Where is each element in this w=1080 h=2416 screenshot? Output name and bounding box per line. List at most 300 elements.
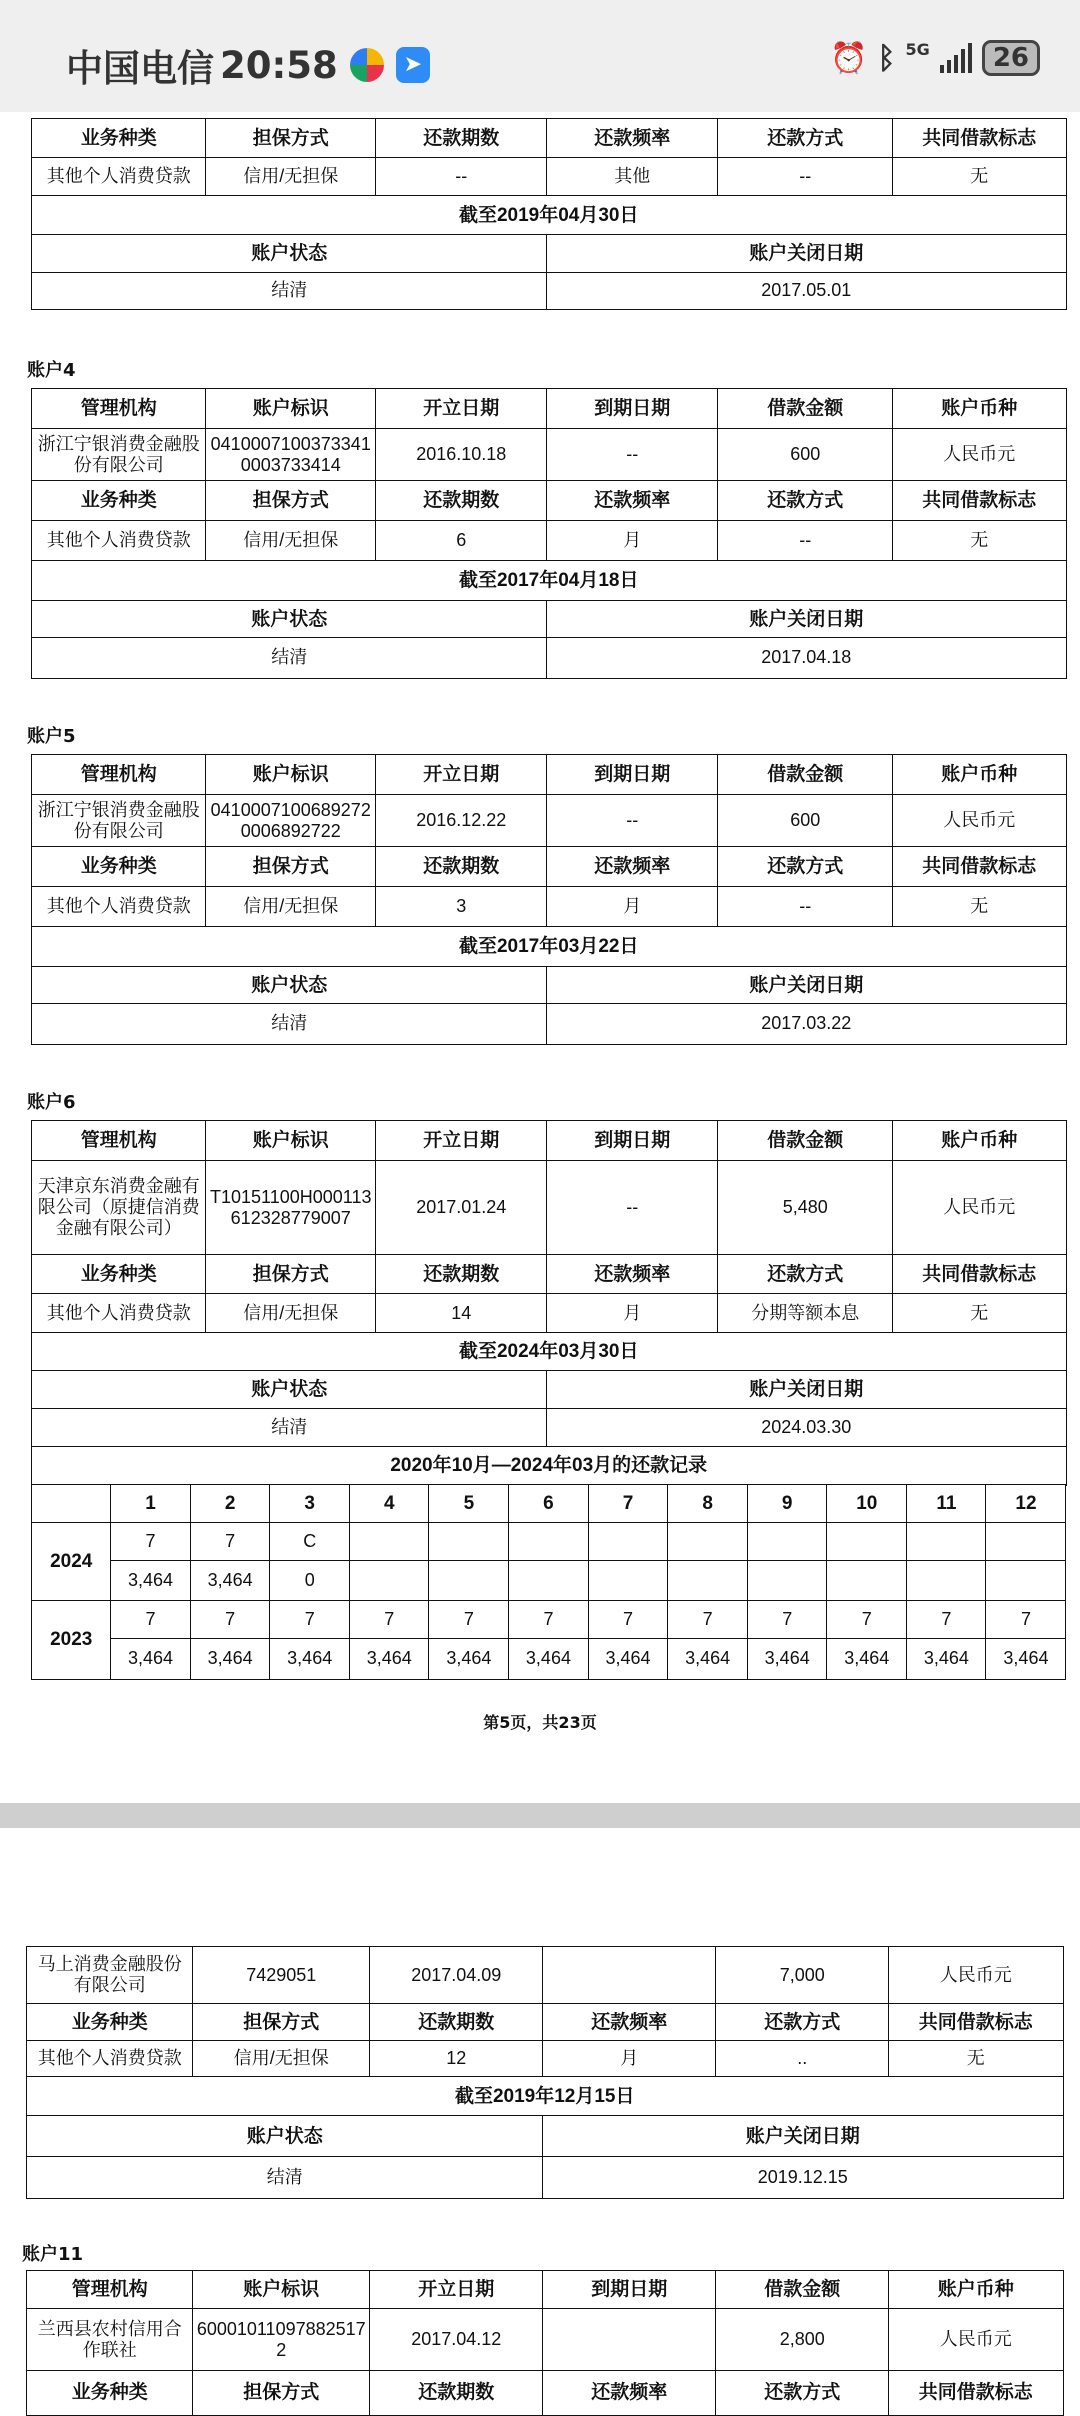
header-close-date-cell — [546, 1370, 1067, 1410]
close-date-value: 2017.05.01 — [761, 280, 852, 301]
month-header-cell — [906, 1484, 987, 1524]
due-date-value: -- — [626, 1197, 639, 1218]
month-header: 3 — [304, 1493, 315, 1515]
repayment-status-cell — [508, 1600, 589, 1640]
joint-flag-value-cell — [888, 2040, 1064, 2078]
header-periods-cell — [369, 2003, 544, 2042]
header-joint-flag: 共同借款标志 — [918, 2382, 1033, 2404]
guarantee-value: 信用/无担保 — [243, 1302, 339, 1323]
open-date-value: 2016.10.18 — [416, 444, 507, 465]
header-amount: 借款金额 — [767, 398, 844, 420]
amount-value: 600 — [790, 444, 821, 465]
amount-value: 600 — [790, 810, 821, 831]
header-repay-method: 还款方式 — [767, 490, 844, 512]
due-date-value-cell — [542, 2308, 717, 2372]
institution-value-cell — [26, 1946, 194, 2005]
as-of-date: 截至2017年03月22日 — [458, 936, 639, 958]
header-guarantee: 担保方式 — [243, 2011, 320, 2033]
app-icon-colorful — [350, 48, 384, 82]
as-of-date-cell — [31, 926, 1067, 968]
header-account-id: 账户标识 — [252, 398, 329, 420]
repayment-amount: 3,464 — [605, 1648, 651, 1669]
repayment-amount-cell — [110, 1560, 191, 1602]
repayment-amount-cell — [269, 1560, 350, 1602]
repayment-status-cell — [110, 1522, 191, 1562]
repayment-amount-cell — [667, 1560, 748, 1602]
header-account-id: 账户标识 — [243, 2279, 320, 2301]
header-business-type-cell — [31, 1254, 207, 1295]
header-periods-cell — [375, 846, 548, 888]
header-frequency-cell — [546, 846, 719, 888]
month-header: 2 — [224, 1493, 236, 1515]
corner-cell — [31, 1484, 112, 1524]
account-status-value-cell — [26, 2156, 544, 2199]
repay-method-value: -- — [799, 166, 812, 187]
repayment-status-cell — [588, 1600, 669, 1640]
repayment-amount-cell — [747, 1560, 828, 1602]
header-institution-cell — [31, 754, 207, 796]
header-account-id: 账户标识 — [252, 764, 329, 786]
header-account-status: 账户状态 — [251, 974, 328, 996]
repayment-amount: 3,464 — [287, 1648, 333, 1669]
header-frequency: 还款频率 — [594, 856, 671, 878]
carrier-name: 中国电信 — [66, 47, 214, 90]
repayment-status-cell — [906, 1522, 987, 1562]
repay-method-value: -- — [799, 896, 812, 917]
month-header-cell — [428, 1484, 509, 1524]
as-of-date-cell — [31, 560, 1067, 602]
battery-icon — [982, 40, 1040, 76]
header-periods: 还款期数 — [423, 127, 500, 149]
repayment-status-cell — [906, 1600, 987, 1640]
header-due-date-cell — [546, 388, 719, 430]
repayment-status: 7 — [463, 1609, 474, 1630]
periods-value-cell — [369, 2040, 544, 2078]
currency-value-cell — [888, 2308, 1064, 2372]
close-date-value: 2019.12.15 — [757, 2166, 848, 2187]
header-institution-cell — [26, 2270, 194, 2310]
business-type-value-cell — [31, 157, 207, 197]
header-close-date: 账户关闭日期 — [749, 243, 864, 265]
repayment-status-cell — [428, 1522, 509, 1562]
header-guarantee-cell — [205, 846, 377, 888]
month-header: 8 — [702, 1493, 713, 1515]
repayment-amount-cell — [906, 1560, 987, 1602]
repayment-status: C — [303, 1531, 317, 1552]
header-due-date: 到期日期 — [594, 1130, 671, 1152]
guarantee-value: 信用/无担保 — [243, 530, 339, 551]
currency-value: 人民币元 — [943, 444, 1016, 465]
header-frequency-cell — [546, 480, 719, 522]
account-status-value-cell — [31, 1408, 548, 1448]
header-account-status-cell — [26, 2115, 544, 2158]
header-currency: 账户币种 — [941, 764, 1018, 786]
header-institution: 管理机构 — [80, 398, 157, 420]
header-guarantee-cell — [192, 2370, 371, 2416]
month-header-cell — [110, 1484, 191, 1524]
header-repay-method: 还款方式 — [767, 127, 844, 149]
business-type-value: 其他个人消费贷款 — [46, 530, 191, 551]
institution-value-cell — [26, 2308, 194, 2372]
month-header-cell — [985, 1484, 1066, 1524]
business-type-value-cell — [31, 1293, 207, 1334]
joint-flag-value-cell — [892, 886, 1067, 928]
repayment-amount-cell — [269, 1638, 350, 1680]
repayment-amount-cell — [906, 1638, 987, 1680]
header-account-id-cell — [205, 754, 377, 796]
currency-value: 人民币元 — [943, 1197, 1016, 1218]
header-guarantee: 担保方式 — [252, 856, 329, 878]
repayment-amount: 3,464 — [923, 1648, 969, 1669]
header-joint-flag-cell — [892, 480, 1067, 522]
periods-value-cell — [375, 520, 548, 562]
month-header: 11 — [936, 1493, 957, 1515]
header-institution: 管理机构 — [80, 1130, 157, 1152]
month-header: 5 — [463, 1493, 475, 1515]
repayment-amount-cell — [428, 1638, 509, 1680]
account-id-value-cell — [205, 1160, 377, 1256]
header-close-date-cell — [546, 600, 1067, 639]
header-close-date: 账户关闭日期 — [745, 2125, 860, 2147]
header-close-date-cell — [546, 234, 1067, 274]
repayment-record-title-cell — [31, 1446, 1067, 1486]
header-amount-cell — [717, 754, 894, 796]
header-periods-cell — [375, 480, 548, 522]
year-label-cell — [31, 1600, 112, 1680]
business-type-value-cell — [26, 2040, 194, 2078]
account-status-value-cell — [31, 637, 548, 679]
header-institution: 管理机构 — [71, 2279, 148, 2301]
bluetooth-icon: ᛒ — [877, 40, 896, 76]
repayment-status-cell — [588, 1522, 669, 1562]
business-type-value: 其他个人消费贷款 — [37, 2048, 182, 2069]
month-header: 10 — [856, 1493, 878, 1515]
open-date-value: 2017.01.24 — [416, 1197, 507, 1218]
month-header: 6 — [543, 1493, 554, 1515]
due-date-value-cell — [546, 794, 719, 848]
open-date-value-cell — [375, 1160, 548, 1256]
month-header-cell — [667, 1484, 748, 1524]
header-guarantee-cell — [205, 1254, 377, 1295]
header-account-status-cell — [31, 234, 548, 274]
header-close-date-cell — [542, 2115, 1064, 2158]
repayment-amount-cell — [190, 1638, 271, 1680]
page-separator — [0, 1803, 1080, 1828]
guarantee-value-cell — [205, 1293, 377, 1334]
header-open-date-cell — [375, 388, 548, 430]
repayment-amount: 3,464 — [207, 1648, 253, 1669]
frequency-value: 月 — [620, 2048, 639, 2069]
header-currency-cell — [892, 1120, 1067, 1162]
repayment-status: 7 — [941, 1609, 952, 1630]
repayment-status: 7 — [543, 1609, 554, 1630]
header-frequency-cell — [546, 118, 719, 159]
business-type-value-cell — [31, 886, 207, 928]
header-repay-method-cell — [717, 846, 894, 888]
periods-value-cell — [375, 886, 548, 928]
account-label: 账户5 — [27, 726, 76, 747]
month-header: 4 — [384, 1493, 395, 1515]
frequency-value: 月 — [623, 530, 642, 551]
header-account-status: 账户状态 — [246, 2125, 323, 2147]
header-institution-cell — [31, 388, 207, 430]
periods-value: 6 — [456, 530, 467, 551]
header-repay-method-cell — [715, 2003, 890, 2042]
header-due-date: 到期日期 — [594, 764, 671, 786]
month-header-cell — [349, 1484, 430, 1524]
close-date-value: 2017.03.22 — [761, 1013, 852, 1034]
header-close-date: 账户关闭日期 — [749, 1379, 864, 1401]
repayment-status-cell — [269, 1600, 350, 1640]
header-due-date-cell — [546, 1120, 719, 1162]
header-frequency: 还款频率 — [594, 1263, 671, 1285]
joint-flag-value-cell — [892, 157, 1067, 197]
header-joint-flag: 共同借款标志 — [922, 856, 1037, 878]
repayment-amount: 3,464 — [844, 1648, 890, 1669]
header-account-status: 账户状态 — [251, 608, 328, 630]
header-joint-flag: 共同借款标志 — [922, 490, 1037, 512]
header-periods: 还款期数 — [423, 490, 500, 512]
header-periods: 还款期数 — [423, 1263, 500, 1285]
frequency-value-cell — [546, 1293, 719, 1334]
open-date-value-cell — [375, 794, 548, 848]
repayment-status: 7 — [225, 1531, 236, 1552]
account-label: 账户4 — [27, 360, 76, 381]
repay-method-value-cell — [717, 886, 894, 928]
header-joint-flag-cell — [892, 846, 1067, 888]
account-id-value-cell — [205, 794, 377, 848]
account-status-value: 结清 — [271, 647, 308, 668]
header-open-date: 开立日期 — [423, 398, 500, 420]
repayment-amount-cell — [349, 1560, 430, 1602]
header-close-date: 账户关闭日期 — [749, 974, 864, 996]
app-icon-blue: ➤ — [396, 47, 430, 83]
repayment-status-cell — [826, 1522, 907, 1562]
account-status-value-cell — [31, 272, 548, 310]
as-of-date-cell — [26, 2076, 1064, 2117]
repayment-amount: 0 — [304, 1570, 315, 1591]
header-open-date: 开立日期 — [423, 1130, 500, 1152]
frequency-value-cell — [546, 157, 719, 197]
frequency-value: 其他 — [614, 166, 651, 187]
institution-value: 马上消费金融股份有限公司 — [37, 1954, 182, 1996]
header-frequency: 还款频率 — [594, 127, 671, 149]
repayment-status: 7 — [304, 1609, 315, 1630]
header-amount-cell — [715, 2270, 890, 2310]
month-header-cell — [508, 1484, 589, 1524]
repayment-status-cell — [190, 1522, 271, 1562]
header-frequency: 还款频率 — [591, 2382, 668, 2404]
repayment-status: 7 — [384, 1609, 395, 1630]
account-id-value: 7429051 — [246, 1964, 317, 1985]
as-of-date: 截至2019年12月15日 — [454, 2085, 635, 2107]
repayment-amount: 3,464 — [128, 1648, 174, 1669]
amount-value-cell — [717, 428, 894, 482]
header-joint-flag-cell — [888, 2370, 1064, 2416]
repayment-status-cell — [667, 1522, 748, 1562]
repayment-status: 7 — [1020, 1609, 1031, 1630]
month-header-cell — [190, 1484, 271, 1524]
header-account-status-cell — [31, 1370, 548, 1410]
month-header: 1 — [145, 1493, 156, 1515]
business-type-value: 其他个人消费贷款 — [46, 166, 191, 187]
header-account-status-cell — [31, 966, 548, 1005]
institution-value-cell — [31, 428, 207, 482]
account-label: 账户6 — [27, 1092, 76, 1113]
header-guarantee: 担保方式 — [252, 127, 329, 149]
header-open-date-cell — [375, 754, 548, 796]
repayment-status-cell — [190, 1600, 271, 1640]
currency-value: 人民币元 — [939, 2329, 1012, 2350]
currency-value-cell — [888, 1946, 1064, 2005]
header-currency: 账户币种 — [941, 1130, 1018, 1152]
periods-value-cell — [375, 1293, 548, 1334]
repayment-amount: 3,464 — [685, 1648, 731, 1669]
repayment-amount: 3,464 — [366, 1648, 412, 1669]
header-joint-flag-cell — [888, 2003, 1064, 2042]
repayment-amount-cell — [110, 1638, 191, 1680]
joint-flag-value: 无 — [970, 166, 989, 187]
header-account-status-cell — [31, 600, 548, 639]
account-status-value: 结清 — [271, 280, 308, 301]
header-joint-flag: 共同借款标志 — [918, 2011, 1033, 2033]
repayment-status-cell — [667, 1600, 748, 1640]
currency-value-cell — [892, 794, 1067, 848]
header-guarantee-cell — [205, 118, 377, 159]
month-header: 12 — [1015, 1493, 1037, 1515]
header-open-date-cell — [375, 1120, 548, 1162]
header-guarantee: 担保方式 — [252, 1263, 329, 1285]
header-repay-method-cell — [717, 480, 894, 522]
header-currency-cell — [892, 388, 1067, 430]
clock: 20:58 — [220, 43, 338, 87]
header-repay-method: 还款方式 — [767, 1263, 844, 1285]
header-business-type-cell — [26, 2003, 194, 2042]
joint-flag-value: 无 — [970, 1302, 989, 1323]
repayment-amount-cell — [508, 1638, 589, 1680]
header-business-type-cell — [26, 2370, 194, 2416]
account-id-value: 04100071006892720006892722 — [210, 799, 371, 841]
currency-value: 人民币元 — [939, 1964, 1012, 1985]
header-periods: 还款期数 — [418, 2011, 495, 2033]
header-periods: 还款期数 — [423, 856, 500, 878]
repayment-amount-cell — [428, 1560, 509, 1602]
header-periods-cell — [375, 118, 548, 159]
header-frequency: 还款频率 — [591, 2011, 668, 2033]
header-frequency: 还款频率 — [594, 490, 671, 512]
repayment-amount-cell — [985, 1638, 1066, 1680]
as-of-date: 截至2019年04月30日 — [458, 204, 639, 226]
repayment-amount-cell — [349, 1638, 430, 1680]
institution-value: 天津京东消费金融有限公司（原捷信消费金融有限公司） — [37, 1176, 200, 1239]
frequency-value-cell — [542, 2040, 717, 2078]
year-label: 2023 — [50, 1629, 93, 1651]
repayment-status: 7 — [782, 1609, 793, 1630]
repayment-status: 7 — [145, 1531, 156, 1552]
header-repay-method-cell — [717, 118, 894, 159]
close-date-value: 2024.03.30 — [761, 1417, 852, 1438]
repayment-status-cell — [826, 1600, 907, 1640]
header-due-date-cell — [546, 754, 719, 796]
repayment-status-cell — [747, 1600, 828, 1640]
institution-value: 浙江宁银消费金融股份有限公司 — [37, 433, 200, 475]
account-label: 账户11 — [22, 2244, 84, 2265]
header-repay-method: 还款方式 — [764, 2382, 841, 2404]
as-of-date-cell — [31, 1332, 1067, 1372]
header-amount: 借款金额 — [767, 764, 844, 786]
header-close-date: 账户关闭日期 — [749, 608, 864, 630]
repay-method-value-cell — [715, 2040, 890, 2078]
year-label-cell — [31, 1522, 112, 1602]
repayment-amount: 3,464 — [764, 1648, 810, 1669]
repayment-amount: 3,464 — [207, 1570, 253, 1591]
close-date-value-cell — [546, 1003, 1067, 1045]
header-business-type: 业务种类 — [71, 2382, 148, 2404]
open-date-value-cell — [369, 1946, 544, 2005]
header-business-type: 业务种类 — [80, 1263, 157, 1285]
as-of-date: 截至2024年03月30日 — [458, 1341, 639, 1363]
header-business-type: 业务种类 — [71, 2011, 148, 2033]
account-status-value: 结清 — [271, 1013, 308, 1034]
header-joint-flag-cell — [892, 1254, 1067, 1295]
header-close-date-cell — [546, 966, 1067, 1005]
header-due-date: 到期日期 — [591, 2279, 668, 2301]
header-repay-method: 还款方式 — [767, 856, 844, 878]
amount-value: 7,000 — [779, 1964, 825, 1985]
header-currency: 账户币种 — [937, 2279, 1014, 2301]
header-guarantee: 担保方式 — [243, 2382, 320, 2404]
header-joint-flag: 共同借款标志 — [922, 1263, 1037, 1285]
repay-method-value-cell — [717, 157, 894, 197]
joint-flag-value: 无 — [970, 530, 989, 551]
due-date-value: -- — [626, 810, 639, 831]
header-business-type-cell — [31, 480, 207, 522]
header-repay-method-cell — [715, 2370, 890, 2416]
header-institution-cell — [31, 1120, 207, 1162]
header-joint-flag: 共同借款标志 — [922, 127, 1037, 149]
header-guarantee-cell — [205, 480, 377, 522]
header-amount-cell — [717, 388, 894, 430]
amount-value: 5,480 — [782, 1197, 828, 1218]
header-periods-cell — [369, 2370, 544, 2416]
header-guarantee: 担保方式 — [252, 490, 329, 512]
as-of-date: 截至2017年04月18日 — [458, 570, 639, 592]
repay-method-value: -- — [799, 530, 812, 551]
repayment-status: 7 — [702, 1609, 713, 1630]
joint-flag-value: 无 — [970, 896, 989, 917]
repay-method-value-cell — [717, 1293, 894, 1334]
repayment-status-cell — [985, 1522, 1066, 1562]
frequency-value-cell — [546, 520, 719, 562]
alarm-icon: ⏰ — [830, 40, 868, 76]
month-header: 9 — [781, 1493, 793, 1515]
repayment-status-cell — [985, 1600, 1066, 1640]
header-frequency-cell — [542, 2370, 717, 2416]
network-type: 5G — [905, 40, 930, 59]
amount-value-cell — [715, 2308, 890, 2372]
header-amount: 借款金额 — [767, 1130, 844, 1152]
guarantee-value-cell — [205, 520, 377, 562]
repayment-status-cell — [349, 1522, 430, 1562]
account-id-value: T10151100H000113612328779007 — [210, 1186, 372, 1228]
periods-value-cell — [375, 157, 548, 197]
institution-value: 兰西县农村信用合作联社 — [37, 2318, 182, 2360]
business-type-value: 其他个人消费贷款 — [46, 1302, 191, 1323]
open-date-value-cell — [375, 428, 548, 482]
due-date-value-cell — [546, 428, 719, 482]
page-number: 第5页，共23页 — [483, 1713, 597, 1732]
header-institution: 管理机构 — [80, 764, 157, 786]
